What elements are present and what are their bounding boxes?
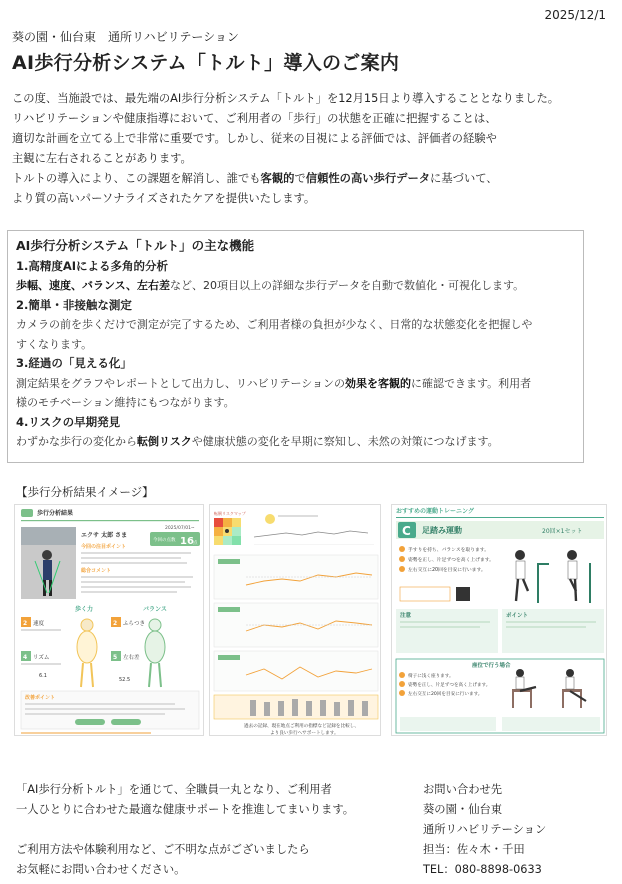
features-title: AI歩行分析システム「トルト」の主な機能 bbox=[16, 238, 255, 253]
report-comment-head: 総合コメント bbox=[81, 568, 112, 574]
intro-line: この度、当施設では、最先端のAI歩行分析システム「トルト」を12月15日より導入することとなりました。 bbox=[12, 92, 560, 105]
report-date: 2025/07/01~ bbox=[165, 526, 195, 531]
svg-text:5: 5 bbox=[113, 654, 118, 661]
svg-text:椅子に浅く座ります。: 椅子に浅く座ります。 bbox=[408, 674, 454, 679]
trend-panel bbox=[214, 603, 378, 647]
trend-bar-panel bbox=[214, 695, 378, 719]
report-image bbox=[15, 505, 204, 736]
feature-heading-1: 1.高精度AIによる多角的分析 bbox=[16, 258, 169, 273]
report-thumbnail bbox=[14, 504, 204, 736]
closing-line: 一人ひとりに合わせた最適な健康サポートを推進してまいります。 bbox=[16, 803, 355, 816]
emphasis-objective: 客観的 bbox=[260, 172, 295, 185]
trend-caption-2: より良い歩行へサポートします。 bbox=[270, 731, 339, 736]
svg-text:2: 2 bbox=[113, 620, 118, 627]
contact-phone: TEL：080-8898-0633 bbox=[423, 863, 542, 876]
trend-image bbox=[210, 505, 381, 736]
training-step-2: 姿勢を正し、片足ずつを高く上げます。 bbox=[408, 558, 494, 563]
contact-heading: お問い合わせ先 bbox=[423, 783, 503, 796]
svg-text:姿勢を正し、片足ずつを高く上げます。: 姿勢を正し、片足ずつを高く上げます。 bbox=[408, 683, 491, 688]
feature-heading-3: 3.経過の「見える化」 bbox=[16, 356, 132, 370]
contact-info bbox=[423, 780, 546, 880]
training-image bbox=[392, 505, 607, 736]
emphasis-reliable-data: 信頼性の高い歩行データ bbox=[305, 172, 431, 185]
intro-line: 主観に左右されることがあります。 bbox=[12, 152, 192, 165]
feature-desc-3b: 様のモチベーション維持にもつながります。 bbox=[16, 396, 235, 409]
report-name: エクサ 太郎 さま bbox=[81, 532, 128, 539]
contact-facility: 葵の園・仙台東 bbox=[423, 803, 503, 816]
contact-person: 担当：佐々木・千田 bbox=[423, 843, 525, 856]
features-box bbox=[7, 230, 584, 463]
feature-desc-1: 歩幅、速度、バランス、左右差など、20項目以上の詳細な歩行データを自動で数値化・可視化します。 bbox=[16, 279, 525, 292]
training-step-1: 手すりを持ち、バランスを取ります。 bbox=[408, 548, 490, 553]
feature-desc-2: カメラの前を歩くだけで測定が完了するため、ご利用者様の負担が少なく、日常的な状態変化を把握しや bbox=[16, 318, 533, 331]
training-step-3: 左右交互に20回を目安に行います。 bbox=[408, 568, 486, 573]
training-point: ポイント bbox=[506, 613, 529, 619]
svg-text:6.1: 6.1 bbox=[39, 673, 47, 679]
report-section-balance: バランス bbox=[143, 606, 167, 613]
trend-panel bbox=[214, 555, 378, 599]
closing-line: お気軽にお問い合わせください。 bbox=[16, 863, 186, 876]
closing-line bbox=[16, 820, 354, 840]
metric-sway: ふらつき bbox=[123, 621, 145, 627]
feature-desc-2b: すくなります。 bbox=[16, 337, 93, 351]
intro-line: 適切な計画を立てる上で非常に重要です。しかし、従来の目視による評価では、評価者の経験や bbox=[12, 132, 497, 145]
feature-desc-3: 測定結果をグラフやレポートとして出力し、リハビリテーションの効果を客観的に確認できます。利用者 bbox=[16, 376, 532, 390]
feature-heading-2: 2.簡単・非接触な測定 bbox=[16, 297, 132, 312]
svg-text:2: 2 bbox=[23, 620, 28, 627]
training-name: 足踏み運動 bbox=[422, 526, 462, 535]
report-advice-head: 改善ポイント bbox=[25, 695, 56, 701]
trend-panel bbox=[214, 651, 378, 691]
training-header: おすすめの運動トレーニング bbox=[396, 508, 474, 515]
svg-text:4: 4 bbox=[23, 654, 28, 661]
sample-label: 【歩行分析結果イメージ】 bbox=[16, 485, 154, 499]
intro-line: リハビリテーションや健康指導において、ご利用者の「歩行」の状態を正確に把握することは、 bbox=[12, 112, 497, 125]
trend-thumbnail bbox=[209, 504, 381, 736]
report-section-walk: 歩く力 bbox=[75, 606, 94, 613]
issue-date: 2025/12/1 bbox=[544, 8, 606, 22]
closing-message bbox=[16, 780, 354, 880]
closing-line: ご利用方法や体験利用など、ご不明な点がございましたら bbox=[16, 843, 310, 856]
fall-risk-heatmap bbox=[214, 518, 241, 545]
metric-speed: 速度 bbox=[33, 621, 45, 627]
heatmap-label: 転倒リスクマップ bbox=[214, 511, 246, 516]
report-point-head: 今回の注目ポイント bbox=[81, 544, 127, 550]
svg-text:左右交互に20回を目安に行います。: 左右交互に20回を目安に行います。 bbox=[408, 692, 483, 697]
training-caution: 注意 bbox=[400, 613, 412, 619]
metric-rhythm: リズム bbox=[33, 655, 50, 661]
svg-text:点: 点 bbox=[193, 541, 198, 546]
training-seated: 座位で行う場合 bbox=[472, 663, 511, 669]
intro-line: トルトの導入により、この課題を解消し、誰でも客観的で信頼性の高い歩行データに基づいて、 bbox=[12, 172, 498, 185]
page-title: AI歩行分析システム「トルト」導入のご案内 bbox=[12, 52, 400, 74]
organization-name: 葵の園・仙台東 通所リハビリテーション bbox=[12, 30, 239, 44]
report-score: 16 bbox=[180, 536, 194, 547]
feature-desc-4: わずかな歩行の変化から転倒リスクや健康状態の変化を早期に察知し、未然の対策につなげます。 bbox=[16, 435, 499, 448]
training-thumbnail bbox=[391, 504, 607, 736]
metric-asymmetry: 左右差 bbox=[123, 655, 140, 661]
report-score-label: 今回の点数 bbox=[153, 538, 176, 543]
intro-text bbox=[12, 89, 612, 209]
report-title: 歩行分析結果 bbox=[37, 510, 74, 517]
intro-line: より質の高いパーソナライズされたケアを提供いたします。 bbox=[12, 192, 316, 205]
training-level: C bbox=[402, 524, 411, 538]
contact-department: 通所リハビリテーション bbox=[423, 823, 547, 836]
feature-heading-4: 4.リスクの早期発見 bbox=[16, 414, 121, 429]
training-reps: 20回×1セット bbox=[542, 528, 583, 535]
closing-line: 「AI歩行分析トルト」を通じて、全職員一丸となり、ご利用者 bbox=[16, 783, 332, 796]
svg-text:52.5: 52.5 bbox=[119, 677, 131, 683]
trend-caption-1: 過去の記録、現在地点ご利用の指標など記録を比較し、 bbox=[244, 724, 359, 729]
